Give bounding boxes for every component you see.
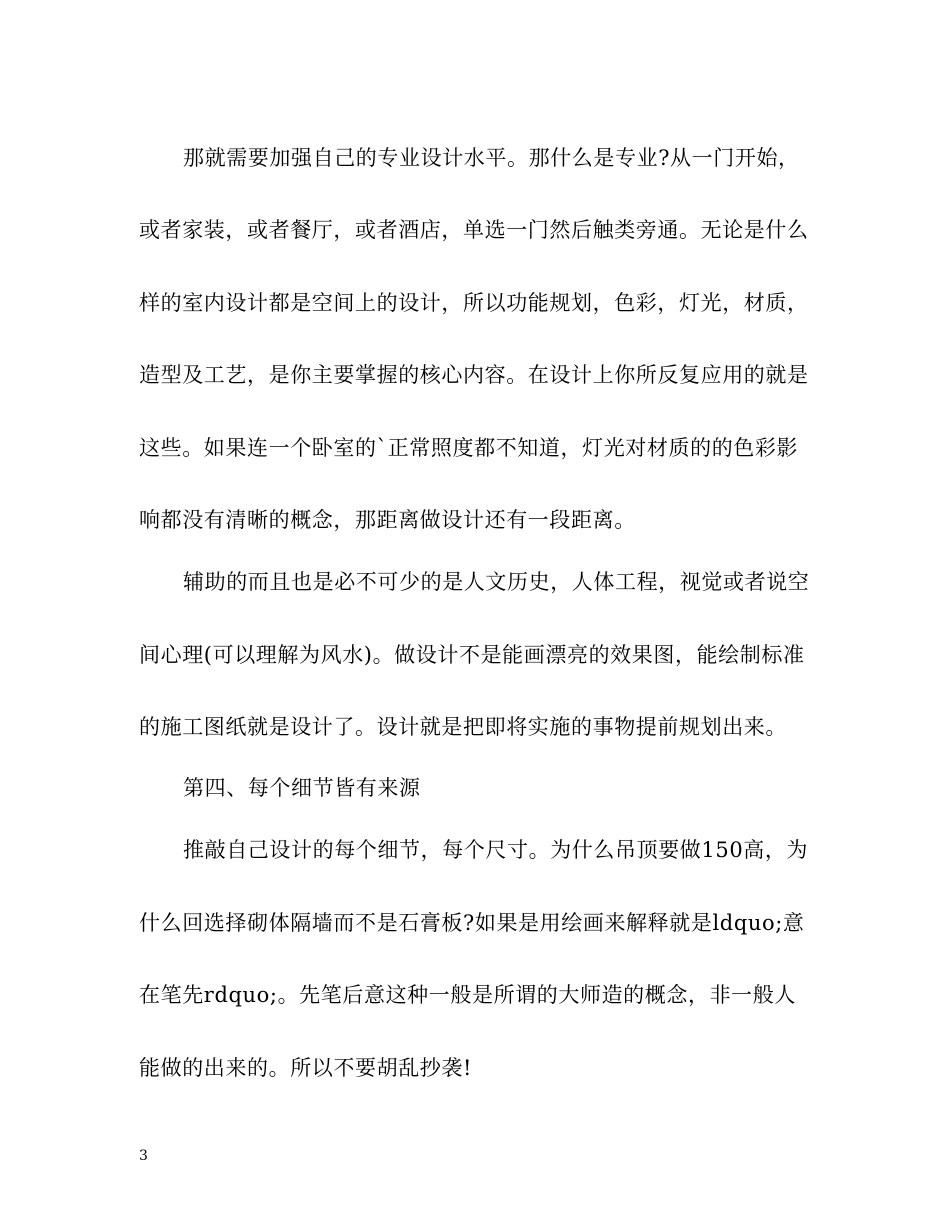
paragraph-2-line-2: 间心理(可以理解为风水)。做设计不是能画漂亮的效果图，能绘制标准 bbox=[139, 643, 805, 667]
paragraph-1-line-4: 造型及工艺，是你主要掌握的核心内容。在设计上你所反复应用的就是 bbox=[139, 363, 809, 387]
paragraph-1-line-3: 样的室内设计都是空间上的设计，所以功能规划，色彩，灯光，材质， bbox=[139, 291, 809, 315]
paragraph-1-line-6: 响都没有清晰的概念，那距离做设计还有一段距离。 bbox=[139, 508, 636, 532]
paragraph-3-line-3: 在笔先rdquo;。先笔后意这种一般是所谓的大师造的概念，非一般人 bbox=[139, 983, 796, 1007]
paragraph-3-line-1: 推敲自己设计的每个细节，每个尺寸。为什么吊顶要做150高，为 bbox=[183, 838, 809, 862]
paragraph-1-line-5: 这些。如果连一个卧室的`正常照度都不知道，灯光对材质的的色彩影 bbox=[139, 436, 799, 460]
section-heading: 第四、每个细节皆有来源 bbox=[183, 776, 421, 800]
paragraph-1-line-1: 那就需要加强自己的专业设计水平。那什么是专业?从一门开始， bbox=[183, 146, 800, 170]
paragraph-1-line-2: 或者家装，或者餐厅，或者酒店，单选一门然后触类旁通。无论是什么 bbox=[139, 218, 809, 242]
page-number: 3 bbox=[139, 1148, 148, 1164]
paragraph-2-line-3: 的施工图纸就是设计了。设计就是把即将实施的事物提前规划出来。 bbox=[139, 715, 787, 739]
paragraph-3-line-2: 什么回选择砌体隔墙而不是石膏板?如果是用绘画来解释就是ldquo;意 bbox=[139, 911, 805, 935]
paragraph-2-line-1: 辅助的而且也是必不可少的是人文历史，人体工程，视觉或者说空 bbox=[183, 570, 810, 594]
paragraph-3-line-4: 能做的出来的。所以不要胡乱抄袭! bbox=[139, 1056, 473, 1080]
